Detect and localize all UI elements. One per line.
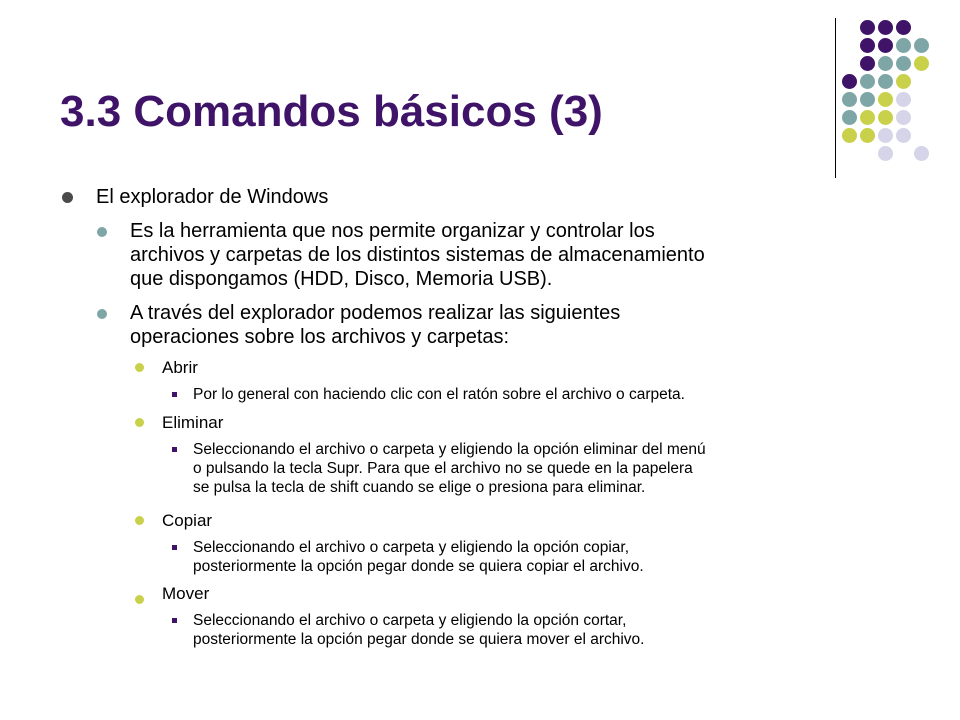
slide-title: 3.3 Comandos básicos (3) [60,87,603,136]
bullet-explorer: El explorador de Windows [96,186,329,208]
decor-dot-yellow [860,128,875,143]
bullet-l4-icon [172,447,177,452]
decor-dot-lavender [896,110,911,125]
decor-dot-teal [914,38,929,53]
decor-dot-lavender [914,146,929,161]
decor-dot-teal [860,92,875,107]
decor-dot-teal [842,92,857,107]
decor-dot-purple [842,74,857,89]
bullet-delete-line-1: Seleccionando el archivo o carpeta y eligiendo la opción eliminar del menú [193,441,706,458]
decor-dot-teal [878,56,893,71]
decor-dot-purple [860,38,875,53]
bullet-delete: Eliminar [162,413,224,432]
bullet-l4-icon [172,392,177,397]
bullet-l3-icon [135,418,144,427]
decor-dot-purple [860,20,875,35]
bullet-copy: Copiar [162,511,213,530]
decor-dot-teal [878,74,893,89]
decor-dot-yellow [896,74,911,89]
bullet-l2-icon [97,227,107,237]
bullet-l3-icon [135,363,144,372]
bullet-delete-line-3: se pulsa la tecla de shift cuando se elige o presiona para eliminar. [193,479,646,496]
bullet-l4-icon [172,618,177,623]
bullet-l4-icon [172,545,177,550]
bullet-tool-line-2: archivos y carpetas de los distintos sistemas de almacenamiento [130,244,705,266]
bullet-l3-icon [135,516,144,525]
bullet-ops-line-1: A través del explorador podemos realizar las siguientes [130,302,621,324]
bullet-move-line-1: Seleccionando el archivo o carpeta y eligiendo la opción cortar, [193,612,627,629]
bullet-tool-line-3: que dispongamos (HDD, Disco, Memoria USB). [130,268,553,290]
bullet-l2-icon [97,309,107,319]
bullet-move-line-2: posteriormente la opción pegar donde se quiera mover el archivo. [193,631,645,648]
vertical-divider [835,18,836,178]
decor-dot-teal [896,38,911,53]
decor-dot-lavender [878,146,893,161]
bullet-l3-icon [135,595,144,604]
decor-dot-yellow [860,110,875,125]
bullet-move: Mover [162,584,210,603]
bullet-delete-line-2: o pulsando la tecla Supr. Para que el archivo no se quede en la papelera [193,460,693,477]
decor-dot-purple [896,20,911,35]
bullet-open-line-1: Por lo general con haciendo clic con el ratón sobre el archivo o carpeta. [193,386,685,403]
bullet-ops-line-2: operaciones sobre los archivos y carpetas: [130,326,510,348]
bullet-copy-line-1: Seleccionando el archivo o carpeta y eligiendo la opción copiar, [193,539,630,556]
decor-dot-yellow [878,92,893,107]
decor-dot-lavender [896,128,911,143]
decor-dot-lavender [896,92,911,107]
bullet-l1-icon [62,192,73,203]
bullet-copy-line-2: posteriormente la opción pegar donde se quiera copiar el archivo. [193,558,644,575]
decor-dot-teal [896,56,911,71]
decor-dot-purple [860,56,875,71]
decor-dot-yellow [842,128,857,143]
decor-dot-lavender [878,128,893,143]
decor-dot-yellow [878,110,893,125]
decor-dot-purple [878,20,893,35]
decor-dot-yellow [914,56,929,71]
decor-dot-purple [878,38,893,53]
bullet-tool-line-1: Es la herramienta que nos permite organizar y controlar los [130,220,655,242]
decor-dot-teal [860,74,875,89]
decor-dot-teal [842,110,857,125]
bullet-open: Abrir [162,358,198,377]
